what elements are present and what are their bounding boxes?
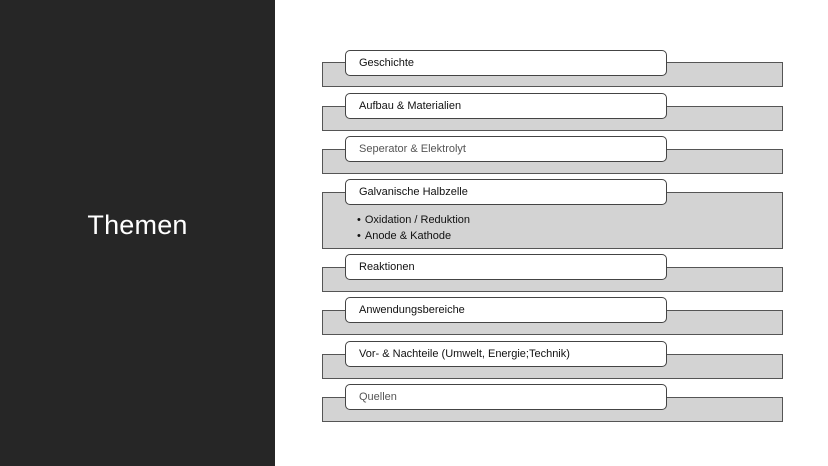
topic-galvanische-halbzelle[interactable]: Galvanische Halbzelle	[345, 179, 667, 205]
topic-seperator-elektrolyt[interactable]: Seperator & Elektrolyt	[345, 136, 667, 162]
topic-aufbau-materialien[interactable]: Aufbau & Materialien	[345, 93, 667, 119]
subtopic-item: • Anode & Kathode	[357, 228, 470, 244]
topic-anwendungsbereiche[interactable]: Anwendungsbereiche	[345, 297, 667, 323]
slide-title: Themen	[87, 210, 188, 240]
topic-reaktionen[interactable]: Reaktionen	[345, 254, 667, 280]
topic-geschichte[interactable]: Geschichte	[345, 50, 667, 76]
title-panel	[0, 0, 275, 466]
topic-vor-nachteile[interactable]: Vor- & Nachteile (Umwelt, Energie;Technik)	[345, 341, 667, 367]
topic-quellen[interactable]: Quellen	[345, 384, 667, 410]
subtopic-item: • Oxidation / Reduktion	[357, 212, 470, 228]
subtopic-list	[357, 212, 470, 244]
